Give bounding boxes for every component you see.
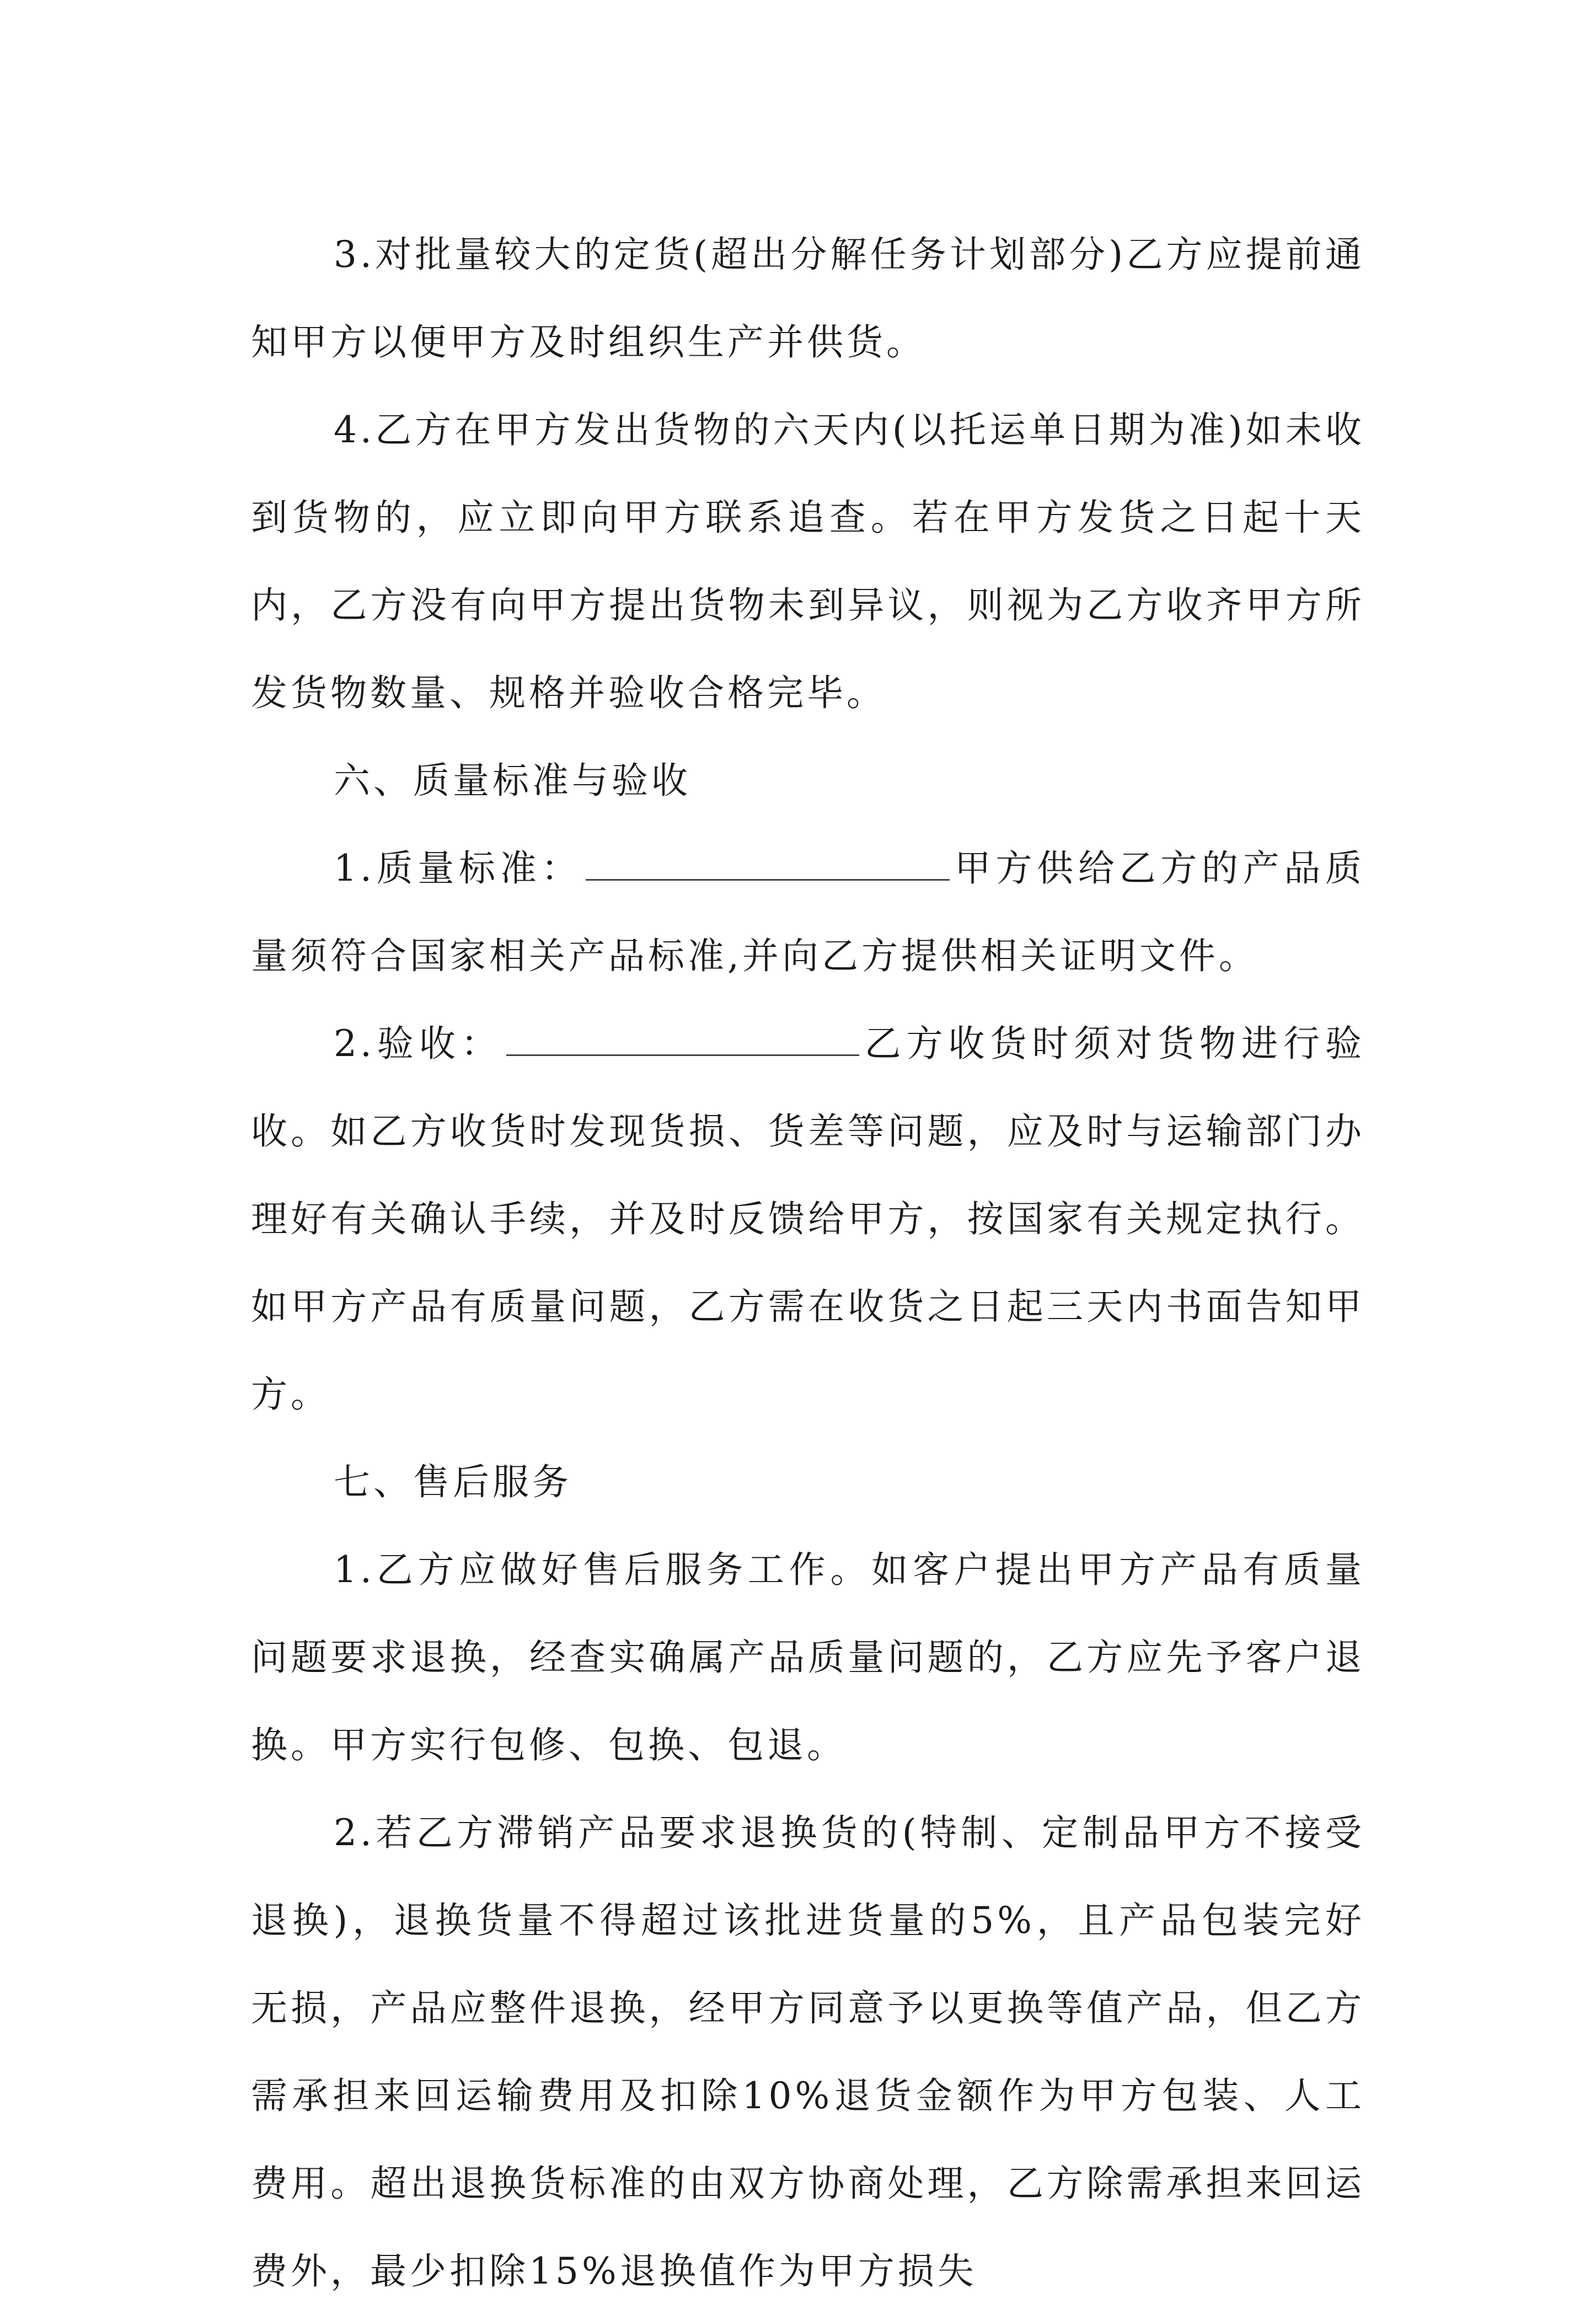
section-heading-6: 六、质量标准与验收	[334, 759, 691, 802]
section-heading-7: 七、售后服务	[334, 1461, 572, 1503]
clause-5-3: 3.对批量较大的定货(超出分解任务计划部分)乙方应提前通知甲方以便甲方及时组织生产并供货。	[251, 233, 1365, 363]
document-body	[251, 211, 1365, 2315]
clause-5-4: 4.乙方在甲方发出货物的六天内(以托运单日期为准)如未收到货物的，应立即向甲方联系追查。若在甲方发货之日起十天内，乙方没有向甲方提出货物未到异议，则视为乙方收齐甲方所发货物数量、规格并验收合格完毕。	[251, 409, 1365, 714]
blank-line-quality-standard	[586, 847, 950, 881]
clause-6-2-text: 乙方收货时须对货物进行验收。如乙方收货时发现货损、货差等问题，应及时与运输部门办理好有关确认手续，并及时反馈给甲方，按国家有关规定执行。如甲方产品有质量问题，乙方需在收货之日起三天内书面告知甲方。	[251, 1022, 1365, 1416]
clause-6-1-label: 1.质量标准：	[334, 847, 583, 889]
clause-7-2: 2.若乙方滞销产品要求退换货的(特制、定制品甲方不接受退换)，退换货量不得超过该批进货量的5%，且产品包装完好无损，产品应整件退换，经甲方同意予以更换等值产品，但乙方需承担来回运输费用及扣除10%退货金额作为甲方包装、人工费用。超出退换货标准的由双方协商处理，乙方除需承担来回运费外，最少扣除15%退换值作为甲方损失	[251, 1812, 1365, 2292]
clause-6-2-label: 2.验收：	[334, 1022, 503, 1065]
clause-6-2	[251, 1000, 1365, 1438]
clause-6-1-text: 甲方供给乙方的产品质量须符合国家相关产品标准,并向乙方提供相关证明文件。	[251, 847, 1365, 977]
clause-6-1	[251, 824, 1365, 1000]
blank-line-acceptance	[506, 1022, 859, 1056]
clause-7-1: 1.乙方应做好售后服务工作。如客户提出甲方产品有质量问题要求退换，经查实确属产品质量问题的，乙方应先予客户退换。甲方实行包修、包换、包退。	[251, 1548, 1365, 1766]
